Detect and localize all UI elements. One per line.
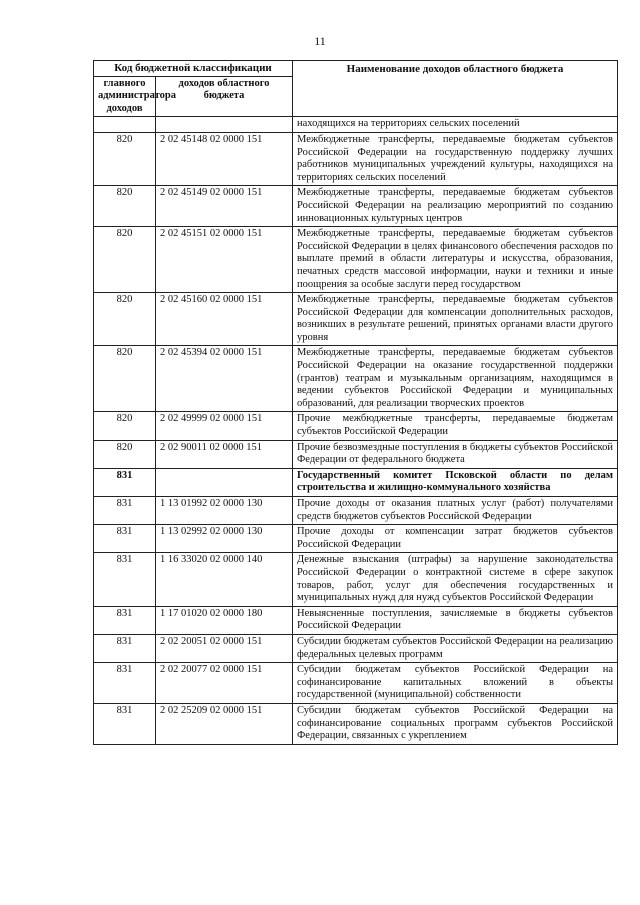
code-cell: 2 02 45148 02 0000 151 bbox=[156, 132, 293, 185]
admin-cell: 831 bbox=[94, 606, 156, 634]
name-cell: Невыясненные поступления, зачисляемые в бюджеты субъектов Российской Федерации bbox=[293, 606, 618, 634]
name-cell: Субсидии бюджетам субъектов Российской Федерации на софинансирование социальных программ субъектов Российской Федерации, связанных с укреплением bbox=[293, 703, 618, 744]
name-cell: Государственный комитет Псковской области по делам строительства и жилищно-коммунального хозяйства bbox=[293, 468, 618, 496]
code-cell: 2 02 49999 02 0000 151 bbox=[156, 412, 293, 440]
admin-cell: 831 bbox=[94, 497, 156, 525]
table-row bbox=[94, 634, 618, 662]
code-cell bbox=[156, 117, 293, 133]
table-row bbox=[94, 227, 618, 293]
table-row bbox=[94, 186, 618, 227]
code-cell: 2 02 25209 02 0000 151 bbox=[156, 703, 293, 744]
code-cell: 1 13 01992 02 0000 130 bbox=[156, 497, 293, 525]
name-cell: находящихся на территориях сельских поселений bbox=[293, 117, 618, 133]
name-cell: Прочие межбюджетные трансферты, передаваемые бюджетам субъектов Российской Федерации bbox=[293, 412, 618, 440]
table-row bbox=[94, 525, 618, 553]
admin-cell: 831 bbox=[94, 525, 156, 553]
code-cell: 1 13 02992 02 0000 130 bbox=[156, 525, 293, 553]
table-row bbox=[94, 663, 618, 704]
name-cell: Субсидии бюджетам субъектов Российской Федерации на реализацию федеральных целевых программ bbox=[293, 634, 618, 662]
name-cell: Прочие доходы от компенсации затрат бюджетов субъектов Российской Федерации bbox=[293, 525, 618, 553]
name-cell: Межбюджетные трансферты, передаваемые бюджетам субъектов Российской Федерации для компенсации дополнительных расходов, возникших в результате решений, принятых органами власти другого уровня bbox=[293, 293, 618, 346]
admin-cell: 831 bbox=[94, 703, 156, 744]
table-row bbox=[94, 468, 618, 496]
table-row bbox=[94, 606, 618, 634]
table-row bbox=[94, 440, 618, 468]
admin-cell: 820 bbox=[94, 227, 156, 293]
admin-cell: 820 bbox=[94, 186, 156, 227]
code-cell: 2 02 20051 02 0000 151 bbox=[156, 634, 293, 662]
table-header bbox=[94, 61, 618, 117]
admin-cell: 820 bbox=[94, 132, 156, 185]
admin-cell: 820 bbox=[94, 293, 156, 346]
header-revenue-name: Наименование доходов областного бюджета bbox=[293, 61, 618, 117]
header-classification-code: Код бюджетной классификации bbox=[94, 61, 293, 77]
admin-cell: 820 bbox=[94, 412, 156, 440]
code-cell: 2 02 45149 02 0000 151 bbox=[156, 186, 293, 227]
table-row bbox=[94, 132, 618, 185]
table-body bbox=[94, 117, 618, 744]
page-number: 11 bbox=[314, 34, 326, 48]
code-cell: 2 02 45394 02 0000 151 bbox=[156, 346, 293, 412]
table-row bbox=[94, 553, 618, 606]
admin-cell: 831 bbox=[94, 468, 156, 496]
code-cell bbox=[156, 468, 293, 496]
code-cell: 2 02 90011 02 0000 151 bbox=[156, 440, 293, 468]
continuation-row bbox=[94, 117, 618, 133]
budget-classification-table bbox=[93, 60, 618, 745]
name-cell: Денежные взыскания (штрафы) за нарушение законодательства Российской Федерации о контрактной системе в сфере закупок товаров, работ, услуг для обеспечения государственных и муниципальных нужд для нужд субъектов Российской Федерации bbox=[293, 553, 618, 606]
admin-cell: 820 bbox=[94, 440, 156, 468]
code-cell: 1 16 33020 02 0000 140 bbox=[156, 553, 293, 606]
table-row bbox=[94, 412, 618, 440]
header-regional-revenue: доходов областного бюджета bbox=[156, 76, 293, 117]
header-chief-administrator: главного администратора доходов bbox=[94, 76, 156, 117]
code-cell: 2 02 45160 02 0000 151 bbox=[156, 293, 293, 346]
admin-cell: 831 bbox=[94, 634, 156, 662]
name-cell: Прочие безвозмездные поступления в бюджеты субъектов Российской Федерации от федерального бюджета bbox=[293, 440, 618, 468]
name-cell: Межбюджетные трансферты, передаваемые бюджетам субъектов Российской Федерации на оказание государственной поддержки (грантов) театрам и музыкальным организациям, находящимся в ведении субъектов Российской Федерации и муниципальных образований, для реализации творческих проектов bbox=[293, 346, 618, 412]
name-cell: Межбюджетные трансферты, передаваемые бюджетам субъектов Российской Федерации на реализацию мероприятий по созданию инновационных культурных центров bbox=[293, 186, 618, 227]
admin-cell: 831 bbox=[94, 553, 156, 606]
code-cell: 2 02 45151 02 0000 151 bbox=[156, 227, 293, 293]
name-cell: Прочие доходы от оказания платных услуг (работ) получателями средств бюджетов субъектов Российской Федерации bbox=[293, 497, 618, 525]
table-row bbox=[94, 346, 618, 412]
name-cell: Субсидии бюджетам субъектов Российской Федерации на софинансирование капитальных вложений в объекты государственной (муниципальной) собственности bbox=[293, 663, 618, 704]
table-row bbox=[94, 293, 618, 346]
code-cell: 1 17 01020 02 0000 180 bbox=[156, 606, 293, 634]
admin-cell bbox=[94, 117, 156, 133]
name-cell: Межбюджетные трансферты, передаваемые бюджетам субъектов Российской Федерации в целях финансового обеспечения расходов по выплате премий в области литературы и искусства, образования, печатных средств массовой информации, науки и техники и иные поощрения за особые заслуги перед государством bbox=[293, 227, 618, 293]
table-row bbox=[94, 497, 618, 525]
admin-cell: 831 bbox=[94, 663, 156, 704]
table-row bbox=[94, 703, 618, 744]
admin-cell: 820 bbox=[94, 346, 156, 412]
code-cell: 2 02 20077 02 0000 151 bbox=[156, 663, 293, 704]
name-cell: Межбюджетные трансферты, передаваемые бюджетам субъектов Российской Федерации на государственную поддержку лучших работников муниципальных учреждений культуры, находящихся на территориях сельских поселений bbox=[293, 132, 618, 185]
